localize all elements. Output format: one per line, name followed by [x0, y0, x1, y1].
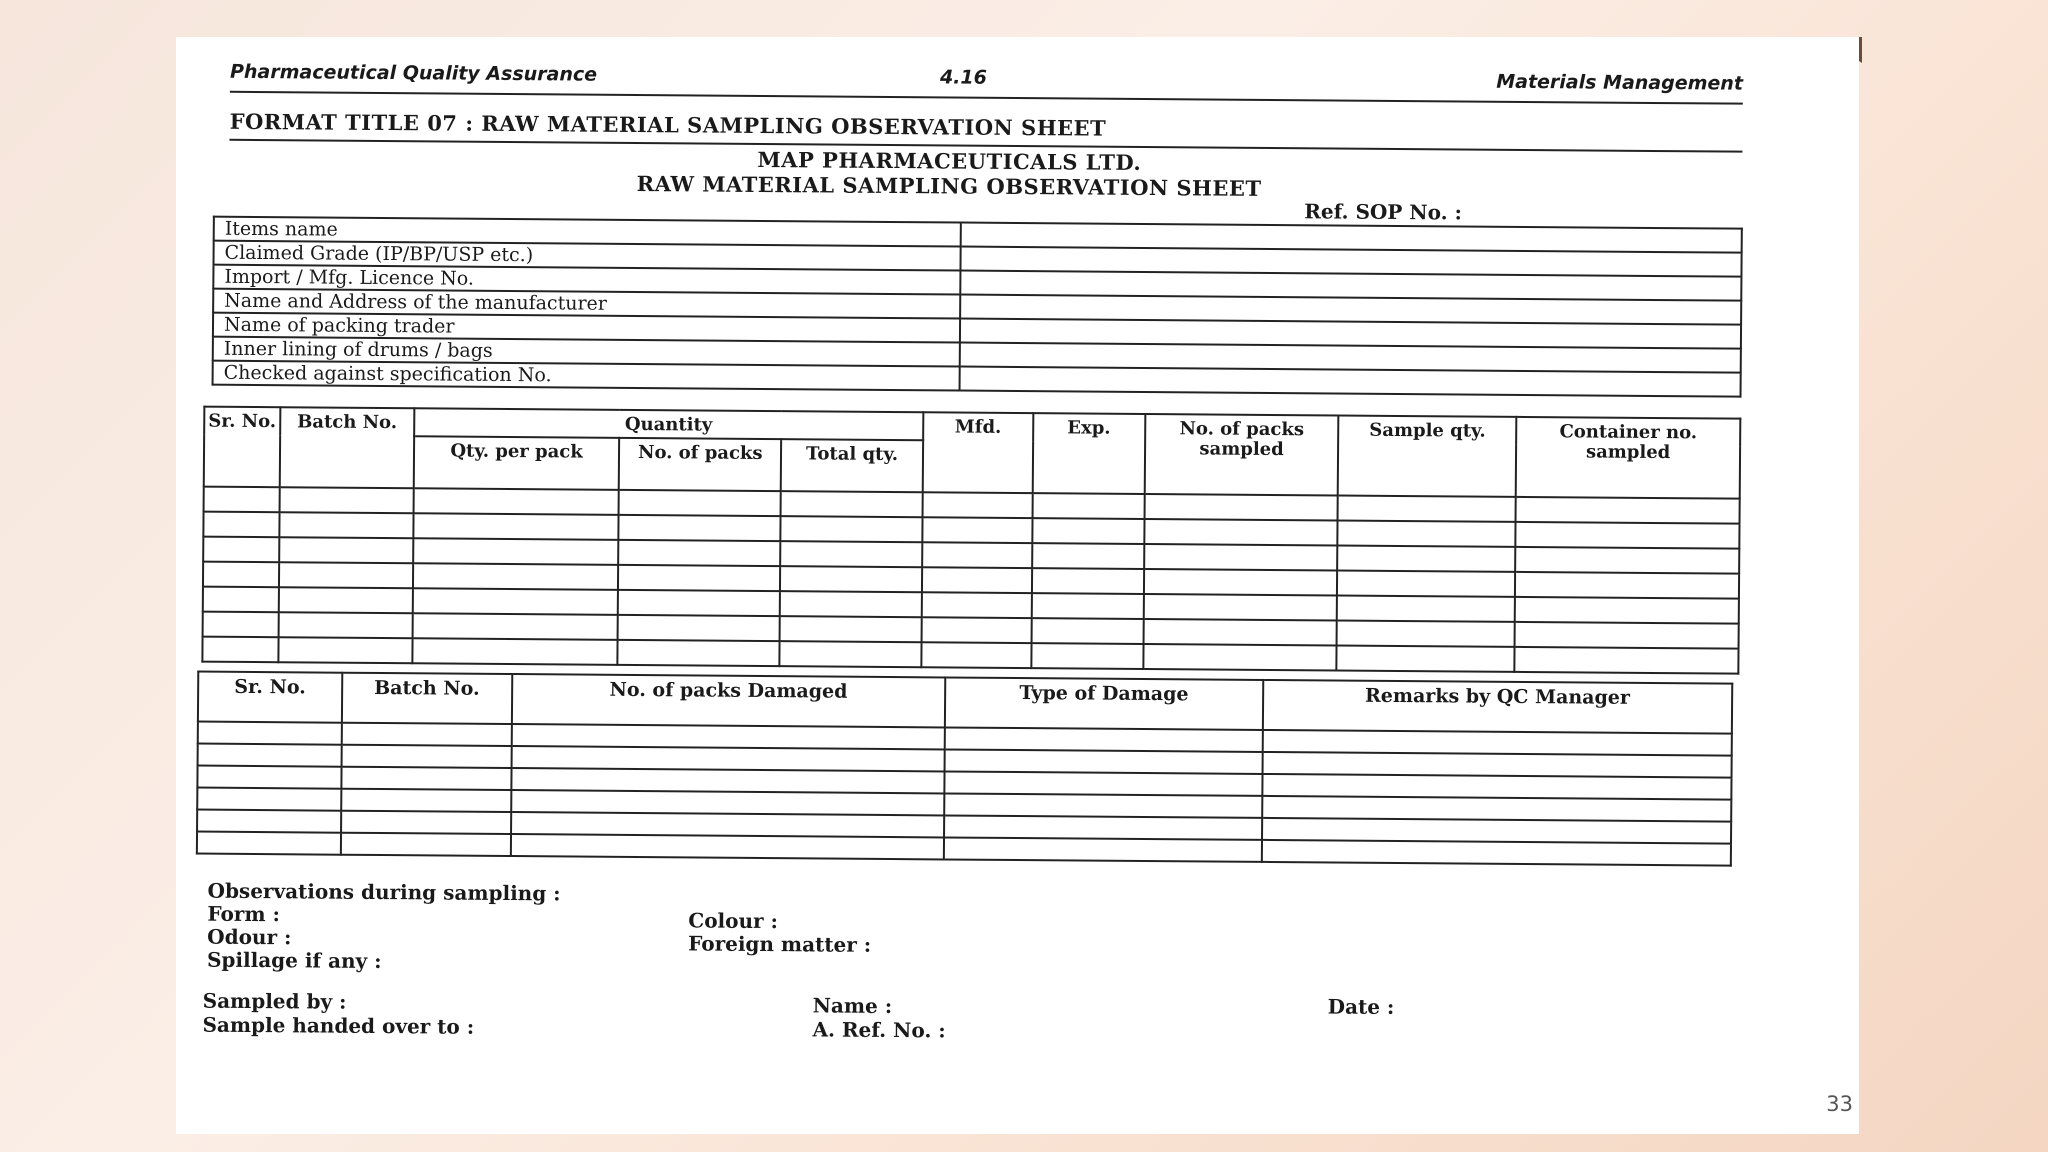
ref-sop-label: Ref. SOP No. :: [1304, 199, 1463, 225]
handed-over-label: Sample handed over to :: [202, 1012, 475, 1039]
format-title: FORMAT TITLE 07 : RAW MATERIAL SAMPLING OBSERVATION SHEET: [229, 108, 1107, 141]
observations-heading: Observations during sampling :: [207, 878, 561, 906]
column-header-no-of-packs: No. of packs: [619, 438, 781, 491]
column-header-container-sampled: Container no. sampled: [1516, 417, 1740, 499]
column-header-mfd: Mfd.: [923, 412, 1033, 493]
sampling-table: [201, 406, 1741, 675]
page-section-number: 4.16: [939, 66, 987, 89]
column-header-total-qty: Total qty.: [781, 439, 923, 492]
colour-label: Colour :: [688, 908, 779, 934]
spillage-label: Spillage if any :: [206, 947, 382, 974]
column-header-packs-damaged: No. of packs Damaged: [512, 674, 946, 727]
slide: [176, 37, 1859, 1134]
info-label: Name of packing trader: [213, 313, 960, 343]
damage-table: [196, 671, 1733, 867]
column-header-batch-no: Batch No.: [342, 673, 512, 724]
chapter-title: Materials Management: [1496, 70, 1744, 95]
book-title: Pharmaceutical Quality Assurance: [229, 60, 598, 86]
column-header-packs-sampled: No. of packs sampled: [1144, 414, 1338, 496]
form-label: Form :: [207, 901, 280, 927]
column-header-remarks: Remarks by QC Manager: [1262, 680, 1732, 734]
column-header-qty-per-pack: Qty. per pack: [413, 436, 619, 490]
column-header-sr-no: Sr. No.: [198, 672, 342, 723]
info-label: Checked against specification No.: [213, 361, 960, 391]
info-label: Items name: [214, 217, 961, 247]
a-ref-no-label: A. Ref. No. :: [812, 1017, 946, 1043]
column-header-sr-no: Sr. No.: [204, 407, 281, 488]
foreign-matter-label: Foreign matter :: [688, 931, 872, 957]
company-name: MAP PHARMACEUTICALS LTD.: [757, 146, 1142, 175]
odour-label: Odour :: [207, 924, 292, 950]
name-label: Name :: [812, 993, 893, 1019]
slide-number: 33: [1826, 1092, 1853, 1116]
column-header-sample-qty: Sample qty.: [1338, 416, 1516, 497]
info-label: Inner lining of drums / bags: [213, 337, 960, 367]
info-label: Import / Mfg. Licence No.: [213, 265, 960, 295]
column-header-batch-no: Batch No.: [280, 407, 414, 488]
sampled-by-label: Sampled by :: [202, 988, 347, 1014]
info-value-cell[interactable]: [960, 367, 1741, 397]
info-label: Claimed Grade (IP/BP/USP etc.): [213, 241, 960, 271]
column-header-exp: Exp.: [1033, 413, 1145, 494]
sheet-title: RAW MATERIAL SAMPLING OBSERVATION SHEET: [636, 170, 1262, 201]
info-label: Name and Address of the manufacturer: [213, 289, 960, 319]
date-label: Date :: [1327, 994, 1395, 1019]
scanned-form-page: [172, 30, 1864, 1140]
column-header-type-of-damage: Type of Damage: [945, 677, 1263, 729]
item-info-table: [212, 216, 1743, 398]
column-header-quantity: Quantity: [414, 408, 923, 440]
